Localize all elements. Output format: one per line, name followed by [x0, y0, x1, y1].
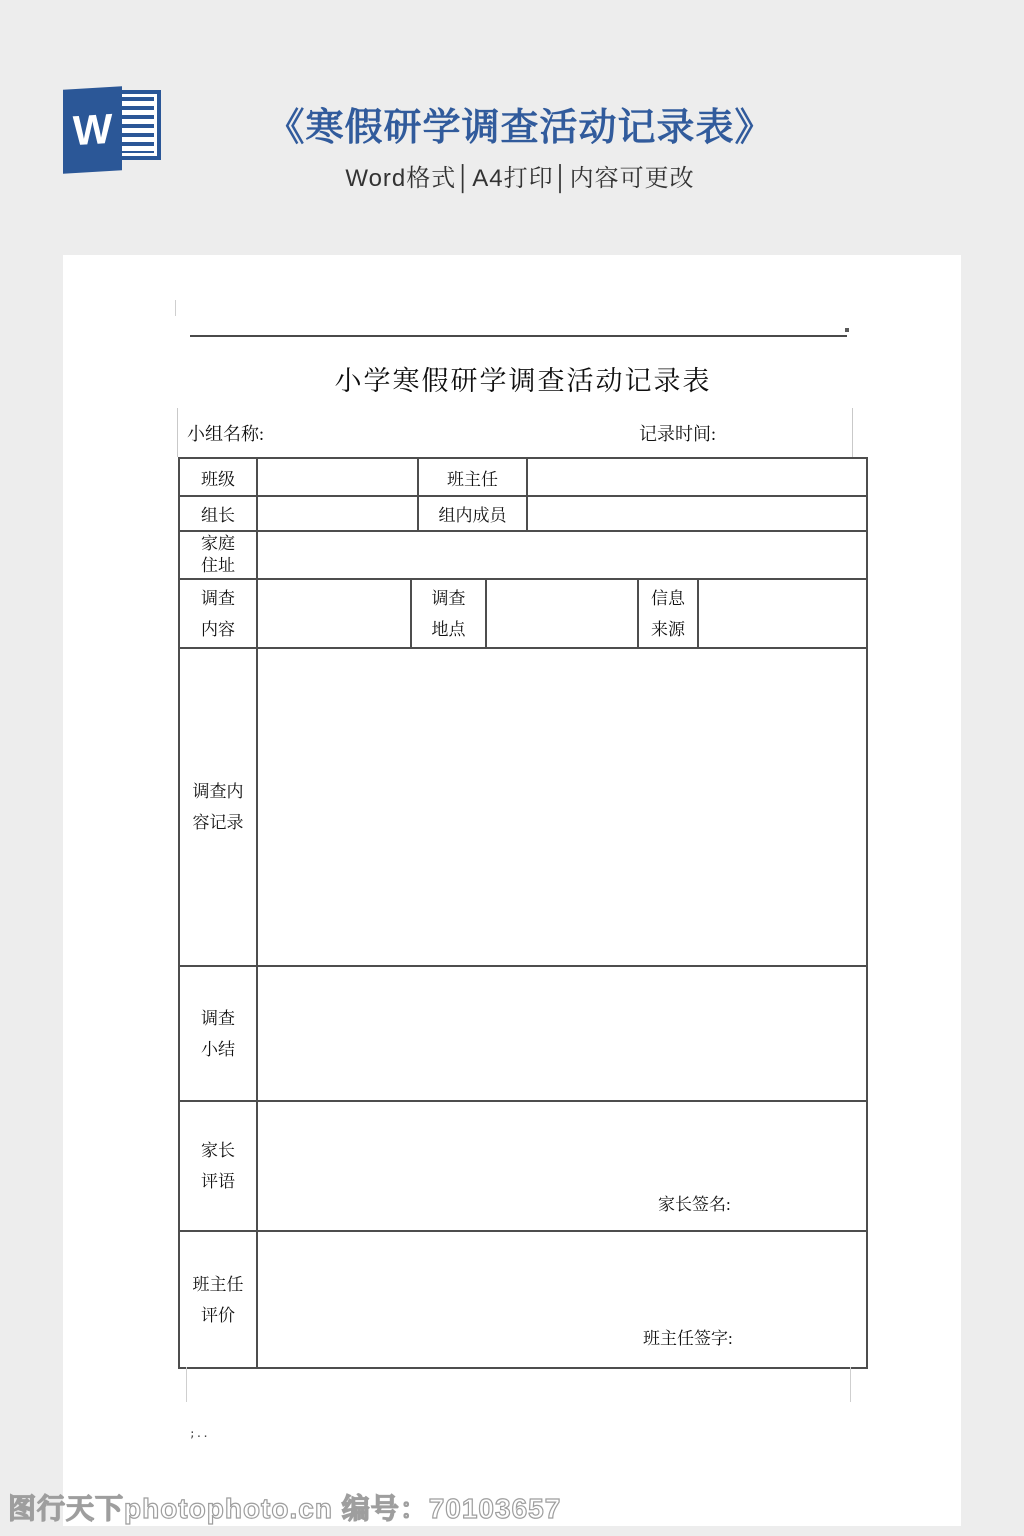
- table-row-record: [180, 647, 866, 965]
- table-row-class: [180, 459, 866, 495]
- info-source-value-cell: [697, 580, 866, 647]
- teacher-eval-value-cell: [256, 1232, 866, 1367]
- head-teacher-value-cell: [526, 459, 866, 495]
- summary-label-line2: 小结: [201, 1039, 235, 1059]
- summary-label-cell: [180, 967, 256, 1100]
- table-row-address: [180, 530, 866, 578]
- site-watermark: 图行天下photophoto.cn 编号：70103657: [8, 1493, 562, 1524]
- teacher-eval-label-line2: 评价: [201, 1305, 235, 1325]
- template-title: 《寒假研学调查活动记录表》: [266, 107, 774, 149]
- table-row-leader: [180, 495, 866, 530]
- margin-tick: [175, 300, 176, 316]
- address-value-cell: [256, 532, 866, 578]
- head-teacher-label-cell: 班主任: [417, 459, 526, 495]
- address-label-cell: [180, 532, 256, 578]
- ghost-border-left: [186, 1367, 187, 1402]
- word-icon-letter: W: [72, 104, 113, 155]
- class-label-cell: 班级: [201, 469, 235, 489]
- ghost-border-right: [850, 1367, 851, 1402]
- info-source-label-line2: 来源: [651, 619, 685, 639]
- teacher-eval-label-cell: [180, 1232, 256, 1367]
- teacher-sign-label: 班主任签字:: [643, 1329, 733, 1348]
- record-time-label: 记录时间:: [639, 423, 717, 444]
- doc-title: 小学寒假研学调查活动记录表: [334, 366, 712, 396]
- parent-comment-label-line2: 评语: [201, 1172, 235, 1191]
- table-row-survey: [180, 578, 866, 647]
- word-icon-text-lines: [122, 97, 154, 153]
- record-value-cell: [256, 649, 866, 965]
- members-value-cell: [526, 497, 866, 530]
- word-icon-cover: [63, 86, 122, 174]
- parent-comment-label-line1: 家长: [201, 1141, 235, 1160]
- header-rule-dot: [845, 328, 849, 332]
- survey-content-value-cell: [256, 580, 410, 647]
- survey-place-label-line1: 调查: [431, 588, 466, 608]
- address-label-line1: 家庭: [201, 534, 235, 553]
- parent-comment-label-cell: [180, 1102, 256, 1230]
- survey-content-label-line1: 调查: [201, 588, 235, 608]
- survey-content-label-line2: 内容: [201, 619, 235, 639]
- group-name-label: 小组名称:: [187, 423, 265, 444]
- parent-comment-value-cell: [256, 1102, 866, 1230]
- survey-place-label-cell: [410, 580, 485, 647]
- leader-label-cell: 组长: [201, 506, 235, 525]
- summary-value-cell: [256, 967, 866, 1100]
- leader-value-cell: [256, 497, 417, 530]
- page-artifact-mark: ;..: [189, 1427, 209, 1440]
- record-label-line1: 调查内: [192, 782, 244, 801]
- members-label-cell: 组内成员: [417, 497, 526, 530]
- table-row-teacher-eval: [180, 1230, 866, 1367]
- survey-content-label-cell: [180, 580, 256, 647]
- record-label-cell: [180, 649, 256, 965]
- class-value-cell: [256, 459, 417, 495]
- parent-sign-label: 家长签名:: [658, 1195, 731, 1214]
- info-source-label-cell: [637, 580, 697, 647]
- address-label-line2: 住址: [201, 556, 235, 575]
- table-row-parent-comment: [180, 1100, 866, 1230]
- info-source-label-line1: 信息: [651, 588, 685, 608]
- document-page: [63, 255, 961, 1526]
- record-label-line2: 容记录: [192, 813, 244, 832]
- site-header: [0, 0, 1024, 255]
- teacher-eval-label-line1: 班主任: [192, 1274, 244, 1294]
- header-rule-line: [190, 335, 847, 337]
- summary-label-line1: 调查: [201, 1008, 235, 1028]
- meta-row: [177, 408, 853, 457]
- survey-place-label-line2: 地点: [431, 619, 466, 639]
- table-row-summary: [180, 965, 866, 1100]
- survey-place-value-cell: [485, 580, 637, 647]
- record-form-table: [178, 457, 868, 1369]
- template-format-subtitle: Word格式│A4打印│内容可更改: [345, 165, 695, 192]
